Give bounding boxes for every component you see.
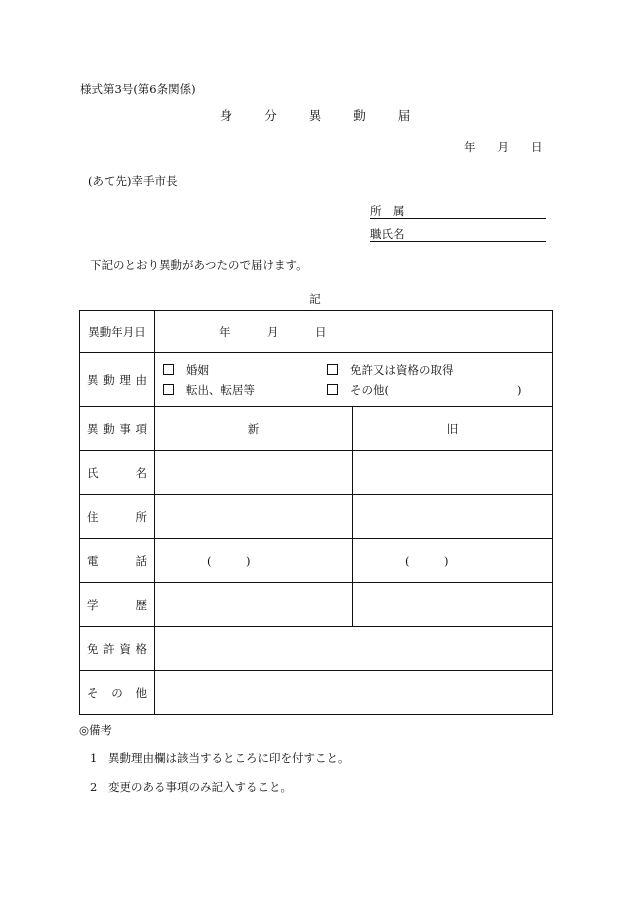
label-char: 所 — [135, 509, 147, 524]
name-label — [80, 465, 154, 481]
change-date-year: 年 — [219, 324, 231, 339]
reason-options — [155, 353, 553, 407]
education-old-input[interactable] — [353, 583, 553, 627]
note-text: 変更のある事項のみ記入すること。 — [108, 780, 292, 794]
affiliation-field[interactable] — [370, 203, 546, 219]
items-label — [80, 421, 154, 437]
education-new-input[interactable] — [155, 583, 353, 627]
label-char: 話 — [135, 553, 147, 568]
name-new-input[interactable] — [155, 451, 353, 495]
title-char: 身 — [219, 108, 233, 123]
note-text: 異動理由欄は該当するところに印を付すこと。 — [108, 751, 350, 765]
date-year-label: 年 — [464, 140, 476, 154]
reason-option-license[interactable] — [327, 362, 454, 378]
change-date-day: 日 — [315, 324, 327, 339]
address-label — [80, 509, 154, 525]
title-char: 動 — [353, 108, 366, 123]
label-char: 住 — [87, 509, 99, 524]
reason-option-label: 婚姻 — [186, 362, 209, 377]
change-date-month: 月 — [267, 324, 279, 339]
employee-name-field[interactable] — [370, 226, 546, 242]
phone-old-input[interactable] — [353, 539, 553, 583]
title-char: 届 — [397, 108, 411, 123]
employee-name-label: 職氏名 — [370, 227, 405, 241]
reason-option-label: その他( — [350, 382, 389, 397]
submission-date — [464, 139, 543, 155]
reason-option-label: 免許又は資格の取得 — [350, 362, 454, 377]
address-new-input[interactable] — [155, 495, 353, 539]
label-char: 異 — [87, 421, 99, 436]
reason-label-cell — [80, 353, 155, 407]
reason-option-label: 転出、転居等 — [186, 382, 255, 397]
checkbox-icon[interactable] — [327, 364, 338, 375]
phone-new-input[interactable] — [155, 539, 353, 583]
checkbox-icon[interactable] — [163, 364, 174, 375]
reason-label — [80, 372, 154, 388]
date-day-label: 日 — [531, 140, 543, 154]
license-label — [80, 641, 154, 657]
notes-heading: ◎備考 — [79, 723, 113, 737]
ki-heading: 記 — [309, 292, 321, 306]
reason-option-marriage[interactable] — [163, 362, 327, 378]
form-number: 様式第3号(第6条関係) — [80, 82, 196, 96]
note-item — [90, 779, 292, 795]
phone-new-area-code: ( ) — [207, 553, 251, 568]
label-char: そ — [87, 685, 99, 700]
license-input[interactable] — [155, 627, 553, 671]
new-column-header: 新 — [155, 407, 353, 451]
reason-option-other[interactable] — [327, 382, 522, 398]
phone-label — [80, 553, 154, 569]
label-char: 歴 — [135, 597, 147, 612]
label-char: 学 — [87, 597, 99, 612]
title-char: 異 — [308, 108, 322, 123]
items-label-cell — [80, 407, 155, 451]
note-item — [90, 750, 350, 766]
date-month-label: 月 — [497, 140, 509, 154]
label-char: 免 — [87, 641, 99, 656]
change-date-input[interactable] — [155, 311, 553, 353]
form-title — [0, 106, 630, 124]
addressee: (あて先)幸手市長 — [88, 174, 178, 188]
label-char: 名 — [135, 465, 147, 480]
label-char: 異 — [87, 372, 99, 387]
label-char: 項 — [135, 421, 147, 436]
label-char: 動 — [103, 421, 115, 436]
checkbox-icon[interactable] — [163, 384, 174, 395]
label-char: 資 — [119, 641, 131, 656]
other-input[interactable] — [155, 671, 553, 715]
note-number: 1 — [90, 751, 98, 765]
intro-text: 下記のとおり異動があつたので届けます。 — [90, 258, 308, 272]
label-char: 動 — [103, 372, 115, 387]
reason-other-close: ) — [517, 382, 522, 397]
affiliation-label: 所 属 — [370, 204, 405, 218]
note-number: 2 — [90, 780, 98, 794]
reason-option-relocation[interactable] — [163, 382, 327, 398]
change-notification-table — [79, 310, 553, 715]
label-char: 他 — [135, 685, 147, 700]
other-label — [80, 685, 154, 701]
label-char: 氏 — [87, 465, 99, 480]
change-date-label: 異動年月日 — [88, 324, 146, 339]
label-char: 許 — [103, 641, 115, 656]
label-char: 事 — [119, 421, 131, 436]
name-old-input[interactable] — [353, 451, 553, 495]
label-char: 電 — [87, 553, 99, 568]
phone-old-area-code: ( ) — [405, 553, 449, 568]
address-old-input[interactable] — [353, 495, 553, 539]
label-char: 理 — [119, 372, 131, 387]
education-label — [80, 597, 154, 613]
label-char: 由 — [135, 372, 147, 387]
checkbox-icon[interactable] — [327, 384, 338, 395]
label-char: の — [111, 685, 123, 700]
title-char: 分 — [264, 108, 277, 123]
label-char: 格 — [135, 641, 147, 656]
change-date-label-cell — [80, 311, 155, 353]
old-column-header: 旧 — [353, 407, 553, 451]
